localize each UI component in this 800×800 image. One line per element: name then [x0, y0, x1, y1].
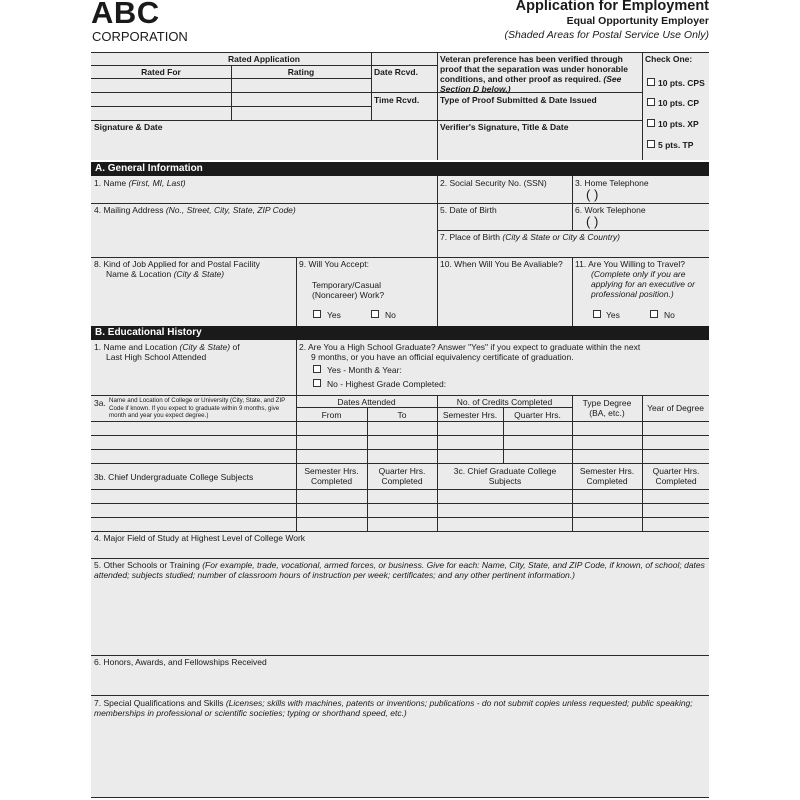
form-title: Application for Employment: [515, 0, 709, 14]
type-degree-header: Type Degree (BA, etc.): [582, 398, 632, 418]
year-degree-header: Year of Degree: [647, 403, 704, 413]
field-undergrad-subjects: 3b. Chief Undergraduate College Subjects: [94, 472, 254, 482]
field-home-telephone: 3. Home Telephone: [575, 178, 649, 188]
field-date-of-birth: 5. Date of Birth: [440, 205, 497, 215]
field-hs-graduate: 2. Are You a High School Graduate? Answer "Yes" if you expect to graduate within the next: [299, 342, 641, 352]
travel-yes-label: Yes: [606, 310, 620, 320]
section-b-header: B. Educational History: [91, 326, 709, 340]
field-high-school: 1. Name and Location (City & State) of: [94, 342, 240, 352]
field-name: 1. Name (First, MI, Last): [94, 178, 186, 188]
option-10pts-cps: 10 pts. CPS: [658, 78, 705, 88]
option-10pts-xp: 10 pts. XP: [658, 119, 699, 129]
field-high-school-line2: Last High School Attended: [106, 352, 207, 362]
hs-no-label: No - Highest Grade Completed:: [327, 379, 447, 389]
option-5pts-tp: 5 pts. TP: [658, 140, 694, 150]
field-mailing-address: 4. Mailing Address (No., Street, City, State, ZIP Code): [94, 205, 296, 215]
field-kind-of-job-line2: Name & Location (City & State): [106, 269, 225, 279]
field-hs-graduate-line2: 9 months, or you have an official equivalency certificate of graduation.: [311, 352, 574, 362]
hs-yes-checkbox[interactable]: [313, 365, 321, 373]
credits-header: No. of Credits Completed: [456, 397, 553, 407]
quarter-hrs-header: Quarter Hrs.: [514, 410, 561, 420]
accept-no-checkbox[interactable]: [371, 310, 379, 318]
company-logo-sub: CORPORATION: [92, 29, 188, 44]
checkbox-5pts-tp[interactable]: [647, 140, 655, 148]
checkbox-10pts-cp[interactable]: [647, 98, 655, 106]
undergrad-semester-header: Semester Hrs. Completed: [304, 466, 359, 486]
field-when-available: 10. When Will You Be Avaliable?: [440, 259, 563, 269]
field-other-schools: 5. Other Schools or Training (For example, trade, vocational, armed forces, or business. Give for each: Name, City, State, and ZIP Code, if known, of school; dates attended; subjects studied; number of classroom hours of instruction per week; certificates; and any other pertinent information.): [94, 560, 705, 580]
hs-yes-label: Yes - Month & Year:: [327, 365, 402, 375]
rating-label: Rating: [287, 67, 315, 77]
field-college-number: 3a.: [94, 398, 106, 408]
date-rcvd-label: Date Rcvd.: [374, 67, 418, 77]
field-honors: 6. Honors, Awards, and Fellowships Received: [94, 657, 267, 667]
field-place-of-birth: 7. Place of Birth (City & State or City & Country): [440, 232, 621, 242]
company-logo-main: ABC: [91, 0, 160, 30]
section-a-header: A. General Information: [91, 162, 709, 176]
travel-yes-checkbox[interactable]: [593, 310, 601, 318]
veteran-note: Veteran preference has been verified through proof that the separation was under honorable conditions, and other proof as required. (See Section D below.): [440, 54, 628, 94]
verifier-label: Verifier's Signature, Title & Date: [440, 122, 569, 132]
signature-date-label: Signature & Date: [94, 122, 163, 132]
travel-no-label: No: [664, 310, 675, 320]
field-grad-subjects: 3c. Chief Graduate College Subjects: [453, 466, 557, 486]
accept-yes-checkbox[interactable]: [313, 310, 321, 318]
field-major: 4. Major Field of Study at Highest Level of College Work: [94, 533, 306, 543]
travel-note: (Complete only if you are applying for an executive or professional position.): [591, 269, 695, 299]
field-college-name: Name and Location of College or University (City, State, and ZIP Code if known. If you expect to graduate within 9 months, give month and year you expect degree.): [109, 397, 286, 419]
proof-type-label: Type of Proof Submitted & Date Issued: [440, 95, 597, 105]
noncareer-label: (Noncareer) Work?: [312, 290, 385, 300]
grad-semester-header: Semester Hrs. Completed: [579, 466, 635, 486]
rated-for-label: Rated For: [141, 67, 181, 77]
accept-no-label: No: [385, 310, 396, 320]
travel-no-checkbox[interactable]: [650, 310, 658, 318]
temporary-casual-label: Temporary/Casual: [312, 280, 381, 290]
field-will-you-accept: 9. Will You Accept:: [299, 259, 369, 269]
rated-application-label: Rated Application: [228, 54, 300, 64]
dates-attended-header: Dates Attended: [337, 397, 396, 407]
to-header: To: [397, 410, 407, 420]
checkbox-10pts-cps[interactable]: [647, 78, 655, 86]
checkbox-10pts-xp[interactable]: [647, 119, 655, 127]
field-kind-of-job: 8. Kind of Job Applied for and Postal Facility: [94, 259, 260, 269]
field-special-qualifications: 7. Special Qualifications and Skills (Licenses; skills with machines, patents or inventions; publications - do not submit copies unless requested; public speaking; memberships in professional or scientific societies; typing or shorthand speed, etc.): [94, 698, 693, 718]
time-rcvd-label: Time Rcvd.: [374, 95, 420, 105]
undergrad-quarter-header: Quarter Hrs. Completed: [378, 466, 426, 486]
hs-no-checkbox[interactable]: [313, 379, 321, 387]
form-note: (Shaded Areas for Postal Service Use Only): [504, 29, 709, 41]
check-one-label: Check One:: [645, 54, 693, 64]
work-telephone-area-code[interactable]: ( ): [586, 214, 599, 229]
form-subtitle: Equal Opportunity Employer: [566, 15, 709, 27]
grad-quarter-header: Quarter Hrs. Completed: [652, 466, 700, 486]
option-10pts-cp: 10 pts. CP: [658, 98, 700, 108]
semester-hrs-header: Semester Hrs.: [442, 410, 498, 420]
home-telephone-area-code[interactable]: ( ): [586, 187, 599, 202]
accept-yes-label: Yes: [327, 310, 341, 320]
from-header: From: [321, 410, 342, 420]
field-travel: 11. Are You Willing to Travel?: [575, 259, 685, 269]
field-ssn: 2. Social Security No. (SSN): [440, 178, 547, 188]
field-work-telephone: 6. Work Telephone: [575, 205, 646, 215]
